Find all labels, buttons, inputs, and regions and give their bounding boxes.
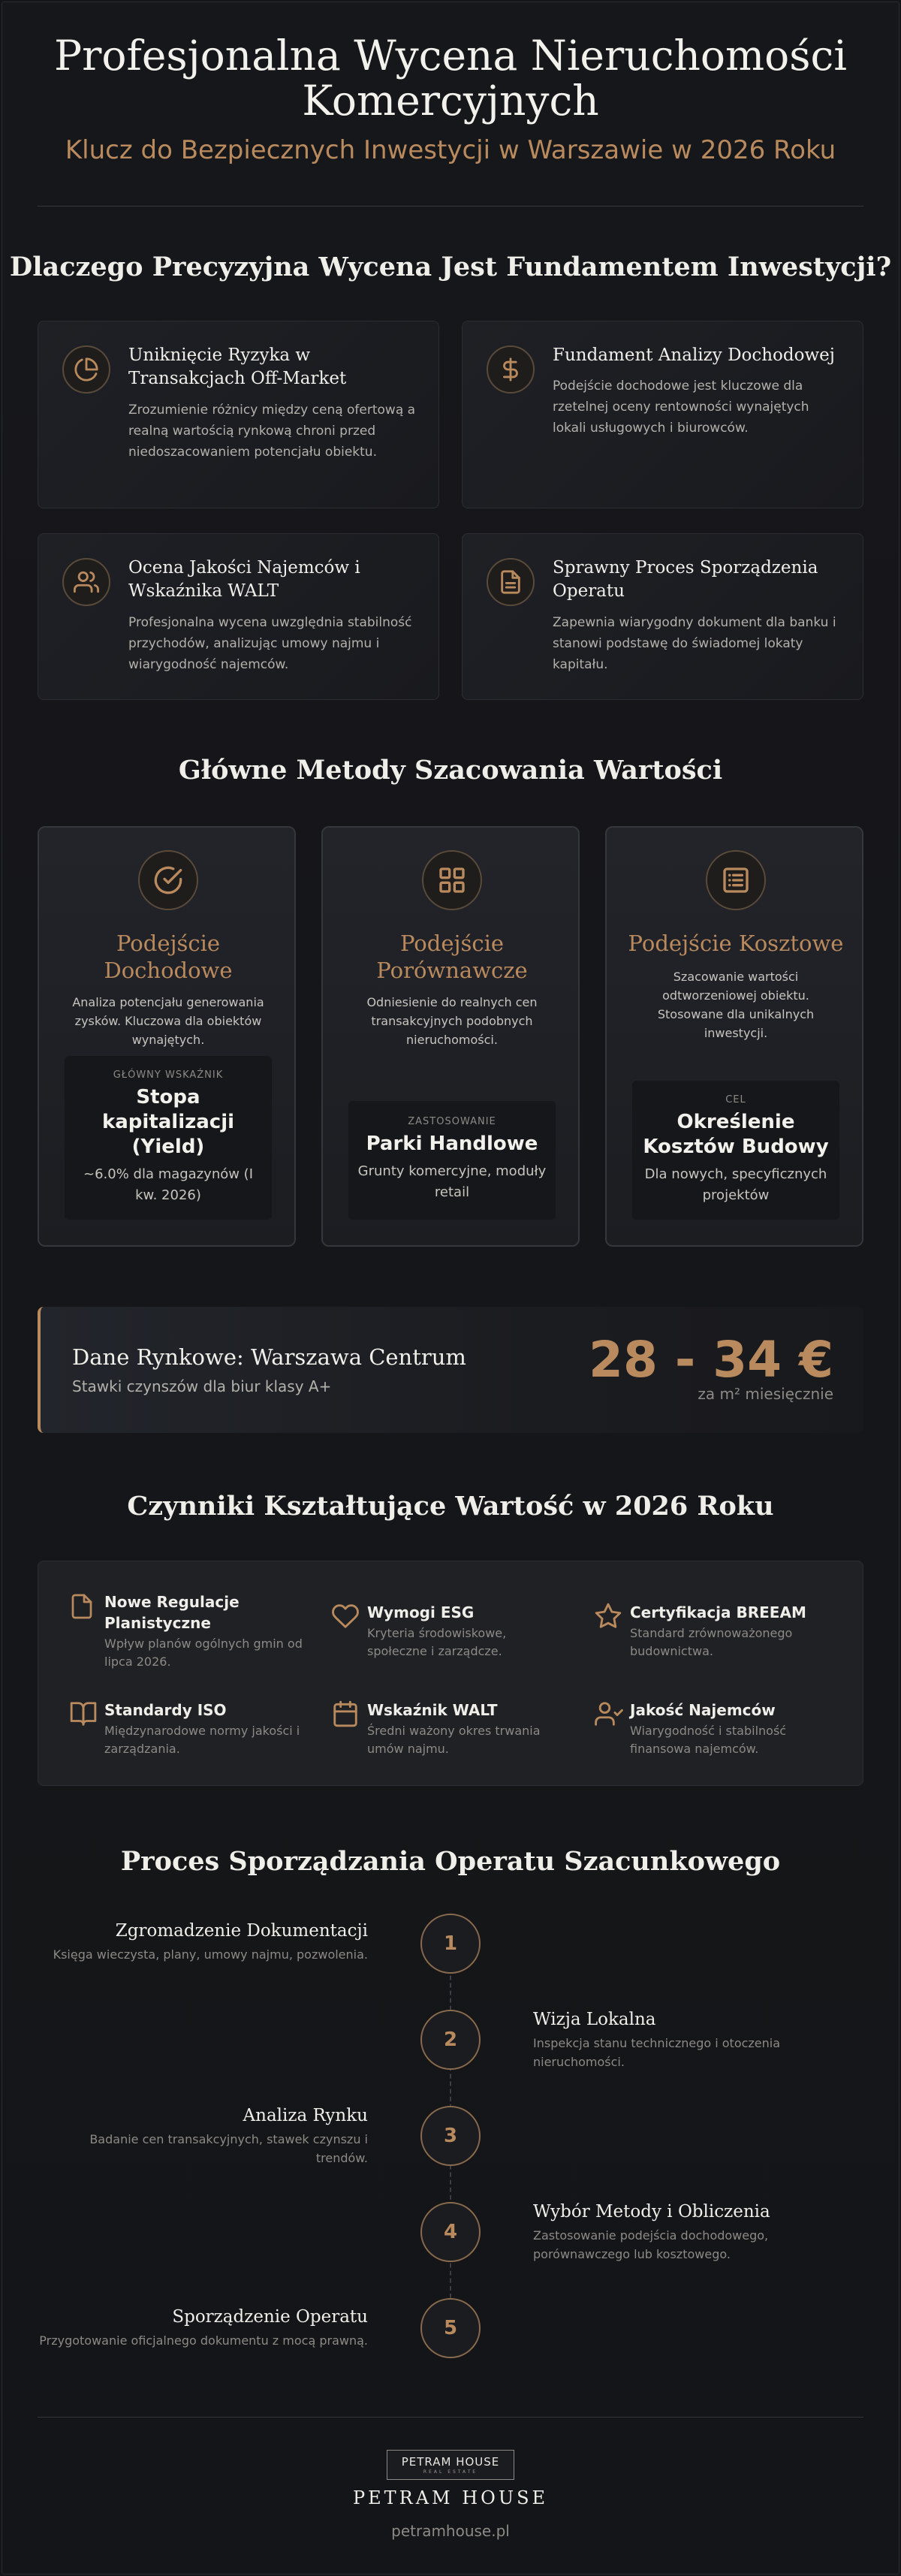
file-icon xyxy=(68,1591,98,1621)
process-step-5 xyxy=(23,2306,368,2350)
process-section-title: Proces Sporządzania Operatu Szacunkowego xyxy=(120,1846,781,1877)
method-box-label: ZASTOSOWANIE xyxy=(408,1116,496,1127)
why-card-tenants xyxy=(38,533,439,700)
logo-text: PETRAM HOUSE xyxy=(401,2455,500,2469)
step-text: Inspekcja stanu technicznego i otoczenia nieruchomości. xyxy=(533,2036,781,2069)
factor-title: Standardy ISO xyxy=(104,1701,227,1719)
methods-section-title: Główne Metody Szacowania Wartości xyxy=(178,755,723,786)
market-subtitle: Stawki czynszów dla biur klasy A+ xyxy=(72,1377,332,1395)
method-title: Podejście Dochodowe xyxy=(104,931,233,983)
step-title: Wybór Metody i Obliczenia xyxy=(533,2202,770,2222)
why-card-process xyxy=(462,533,863,700)
method-box-value: Parki Handlowe xyxy=(366,1133,538,1155)
why-card-title: Sprawny Proces Sporządzenia Operatu xyxy=(553,558,818,601)
page-title: Profesjonalna Wycena Nieruchomości Komercyjnych xyxy=(54,32,847,125)
why-card-text: Zapewnia wiarygodny dokument dla banku i stanowi podstawę do świadomej lokaty kapitału. xyxy=(553,615,836,672)
step-number-1: 1 xyxy=(420,1914,481,1974)
method-box-note: Grunty komercyjne, moduły retail xyxy=(357,1163,547,1200)
step-text: Przygotowanie oficjalnego dokumentu z mocą prawną. xyxy=(39,2333,368,2348)
process-step-1 xyxy=(23,1920,368,1964)
logo-tagline: REAL ESTATE xyxy=(423,2469,478,2475)
market-data-panel xyxy=(38,1307,863,1433)
why-card-income xyxy=(462,321,863,508)
why-card-title: Uniknięcie Ryzyka w Transakcjach Off-Market xyxy=(128,345,347,388)
factor-text: Średni ważony okres trwania umów najmu. xyxy=(367,1724,541,1756)
method-card-comparative xyxy=(321,826,580,1247)
method-box-value: Stopa kapitalizacji (Yield) xyxy=(101,1086,235,1158)
why-card-risk xyxy=(38,321,439,508)
step-title: Zgromadzenie Dokumentacji xyxy=(115,1921,368,1941)
method-box-note: ~6.0% dla magazynów (I kw. 2026) xyxy=(83,1166,254,1203)
method-highlight-box xyxy=(632,1081,839,1220)
book-icon xyxy=(68,1700,98,1730)
method-box-value: Określenie Kosztów Budowy xyxy=(643,1111,829,1158)
method-highlight-box xyxy=(65,1056,272,1220)
method-title: Podejście Porównawcze xyxy=(376,931,528,983)
footer-logo xyxy=(387,2450,514,2480)
footer-divider xyxy=(38,2417,863,2418)
users-icon xyxy=(62,558,110,606)
factor-title: Nowe Regulacje Planistyczne xyxy=(104,1593,240,1632)
star-icon xyxy=(594,1602,624,1632)
market-unit: za m² miesięcznie xyxy=(698,1385,833,1403)
step-title: Wizja Lokalna xyxy=(533,2010,656,2029)
page-subtitle: Klucz do Bezpiecznych Inwestycji w Warszawie w 2026 Roku xyxy=(65,135,836,165)
step-number-2: 2 xyxy=(420,2010,481,2070)
process-step-3 xyxy=(68,2104,368,2167)
market-value: 28 - 34 € xyxy=(589,1331,833,1389)
step-text: Zastosowanie podejścia dochodowego, porównawczego lub kosztowego. xyxy=(533,2228,769,2261)
market-title: Dane Rynkowe: Warszawa Centrum xyxy=(72,1344,466,1370)
method-text: Analiza potencjału generowania zysków. Kluczowa dla obiektów wynajętych. xyxy=(72,995,264,1047)
factors-section-title: Czynniki Kształtujące Wartość w 2026 Roku xyxy=(127,1491,774,1522)
why-card-title: Fundament Analizy Dochodowej xyxy=(553,345,835,365)
step-number-4: 4 xyxy=(420,2202,481,2262)
user-check-icon xyxy=(594,1700,624,1730)
list-icon xyxy=(706,850,766,910)
method-text: Szacowanie wartości odtworzeniowej obiektu. Stosowane dla unikalnych inwestycji. xyxy=(657,970,815,1040)
divider xyxy=(38,206,863,207)
process-step-4 xyxy=(533,2200,841,2264)
step-title: Sporządzenie Operatu xyxy=(172,2307,368,2327)
footer-website-link[interactable]: petramhouse.pl xyxy=(391,2522,510,2540)
step-text: Księga wieczysta, plany, umowy najmu, pozwolenia. xyxy=(53,1947,368,1962)
method-card-income xyxy=(38,826,296,1247)
method-box-label: CEL xyxy=(725,1094,746,1106)
step-number-5: 5 xyxy=(420,2298,481,2358)
factor-title: Wymogi ESG xyxy=(367,1603,475,1621)
step-title: Analiza Rynku xyxy=(243,2106,368,2125)
step-number-3: 3 xyxy=(420,2106,481,2166)
heart-icon xyxy=(331,1602,361,1632)
method-box-note: Dla nowych, specyficznych projektów xyxy=(644,1166,827,1203)
process-step-2 xyxy=(533,2008,841,2071)
why-card-text: Podejście dochodowe jest kluczowe dla rzetelnej oceny rentowności wynajętych lokali usługowych i biurowców. xyxy=(553,379,809,436)
factor-title: Jakość Najemców xyxy=(630,1701,776,1719)
factor-title: Wskaźnik WALT xyxy=(367,1701,498,1719)
why-card-text: Zrozumienie różnicy między ceną ofertową a realną wartością rynkową chroni przed niedoszacowaniem potencjału obiektu. xyxy=(128,403,416,460)
step-text: Badanie cen transakcyjnych, stawek czynszu i trendów. xyxy=(89,2132,368,2165)
why-card-text: Profesjonalna wycena uwzględnia stabilność przychodów, analizując umowy najmu i wiarygodność najemców. xyxy=(128,615,412,672)
why-card-title: Ocena Jakości Najemców i Wskaźnika WALT xyxy=(128,558,360,601)
calendar-icon xyxy=(331,1700,361,1730)
why-section-title: Dlaczego Precyzyjna Wycena Jest Fundamentem Inwestycji? xyxy=(9,252,892,282)
pie-chart-icon xyxy=(62,345,110,394)
factor-text: Standard zrównoważonego budownictwa. xyxy=(630,1626,793,1658)
method-title: Podejście Kosztowe xyxy=(628,931,844,956)
factor-text: Wpływ planów ogólnych gmin od lipca 2026. xyxy=(104,1636,303,1669)
factor-title: Certyfikacja BREEAM xyxy=(630,1603,806,1621)
method-box-label: GŁÓWNY WSKAŹNIK xyxy=(113,1069,224,1081)
factor-text: Kryteria środowiskowe, społeczne i zarządcze. xyxy=(367,1626,507,1658)
grid-icon xyxy=(422,850,482,910)
method-highlight-box xyxy=(348,1101,556,1220)
method-card-cost xyxy=(605,826,863,1247)
factor-text: Wiarygodność i stabilność finansowa najemców. xyxy=(630,1724,787,1756)
footer-brand: PETRAM HOUSE xyxy=(352,2487,549,2508)
dollar-icon xyxy=(487,345,535,394)
factor-text: Międzynarodowe normy jakości i zarządzania. xyxy=(104,1724,300,1756)
factors-panel xyxy=(38,1561,863,1786)
document-icon xyxy=(487,558,535,606)
check-circle-icon xyxy=(138,850,198,910)
method-text: Odniesienie do realnych cen transakcyjnych podobnych nieruchomości. xyxy=(366,995,538,1047)
